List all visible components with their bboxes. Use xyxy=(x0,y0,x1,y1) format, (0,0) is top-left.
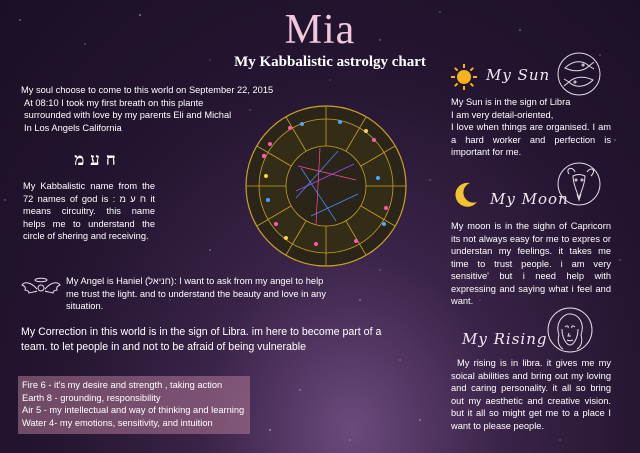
moon-icon xyxy=(450,180,480,210)
pisces-fish-icon xyxy=(555,50,603,98)
element-earth: Earth 8 - grounding, responsibility xyxy=(22,392,161,403)
angel-wings-icon xyxy=(20,275,62,299)
rising-heading: My Rising xyxy=(462,330,548,348)
sun-heading: My Sun xyxy=(486,66,551,84)
rising-text: My rising is in libra. it gives me my soical abilities and bring out my loving and caring personality. it all so bring out my aesthetic and creative vision. but it all so might get me to a place I want to please people. xyxy=(451,358,611,431)
sun-line-3: I love when things are organised. I am a hard worker and perfection is important for me. xyxy=(451,122,611,157)
kabbalistic-name-text: My Kabbalistic name from the 72 names of god is : ח ע מ it means circuitry. this name helps me to understand the circle of shering and receiving. xyxy=(23,181,155,241)
hebrew-name: ח ע מ xyxy=(74,150,116,170)
intro-line-4: In Los Angels California xyxy=(24,122,122,133)
moon-text: My moon is in the sighn of Capricorn its not always easy for me to expres or understan my feelings. it takes me time to trust people. i am very sensitive' but i need help with expressing and saying what i feel and want. xyxy=(451,221,611,306)
element-water: Water 4- my emotions, sensitivity, and intuition xyxy=(22,417,213,428)
intro-line-2: At 08:10 I took my first breath on this plante xyxy=(24,97,204,108)
correction-line-2: team. to let people in and not to be afraid of being vulnerable xyxy=(21,341,307,353)
page-title: Mia xyxy=(284,7,356,53)
capricorn-goat-icon xyxy=(555,160,603,208)
moon-heading: My Moon xyxy=(490,190,569,208)
element-air: Air 5 - my intellectual and way of thinking and learning xyxy=(22,405,245,415)
sun-line-1: My Sun is in the sign of Libra xyxy=(451,97,571,107)
sun-line-2: I am very detail-oriented, xyxy=(451,109,554,120)
correction-line-1: My Correction in this world is in the sign of Libra. im here to become part of a xyxy=(21,326,382,338)
element-fire: Fire 6 - it's my desire and strength , taking action xyxy=(22,380,223,390)
intro-line-1: My soul choose to come to this world on September 22, 2015 xyxy=(21,85,274,95)
natal-chart-wheel xyxy=(228,104,424,268)
sun-text xyxy=(451,96,611,159)
page-subtitle: My Kabbalistic astrolgy chart xyxy=(234,54,426,70)
intro-line-3: surrounded with love by my parents Eli and Michal xyxy=(24,110,232,120)
sun-icon xyxy=(450,63,478,91)
rising-face-icon xyxy=(545,305,595,355)
angel-text: My Angel is Haniel (חניאל): I want to ask from my angel to help me trust the light. and to understand the beauty and love in any situation. xyxy=(66,276,326,311)
elements-box xyxy=(18,376,250,434)
correction-text xyxy=(21,325,421,355)
